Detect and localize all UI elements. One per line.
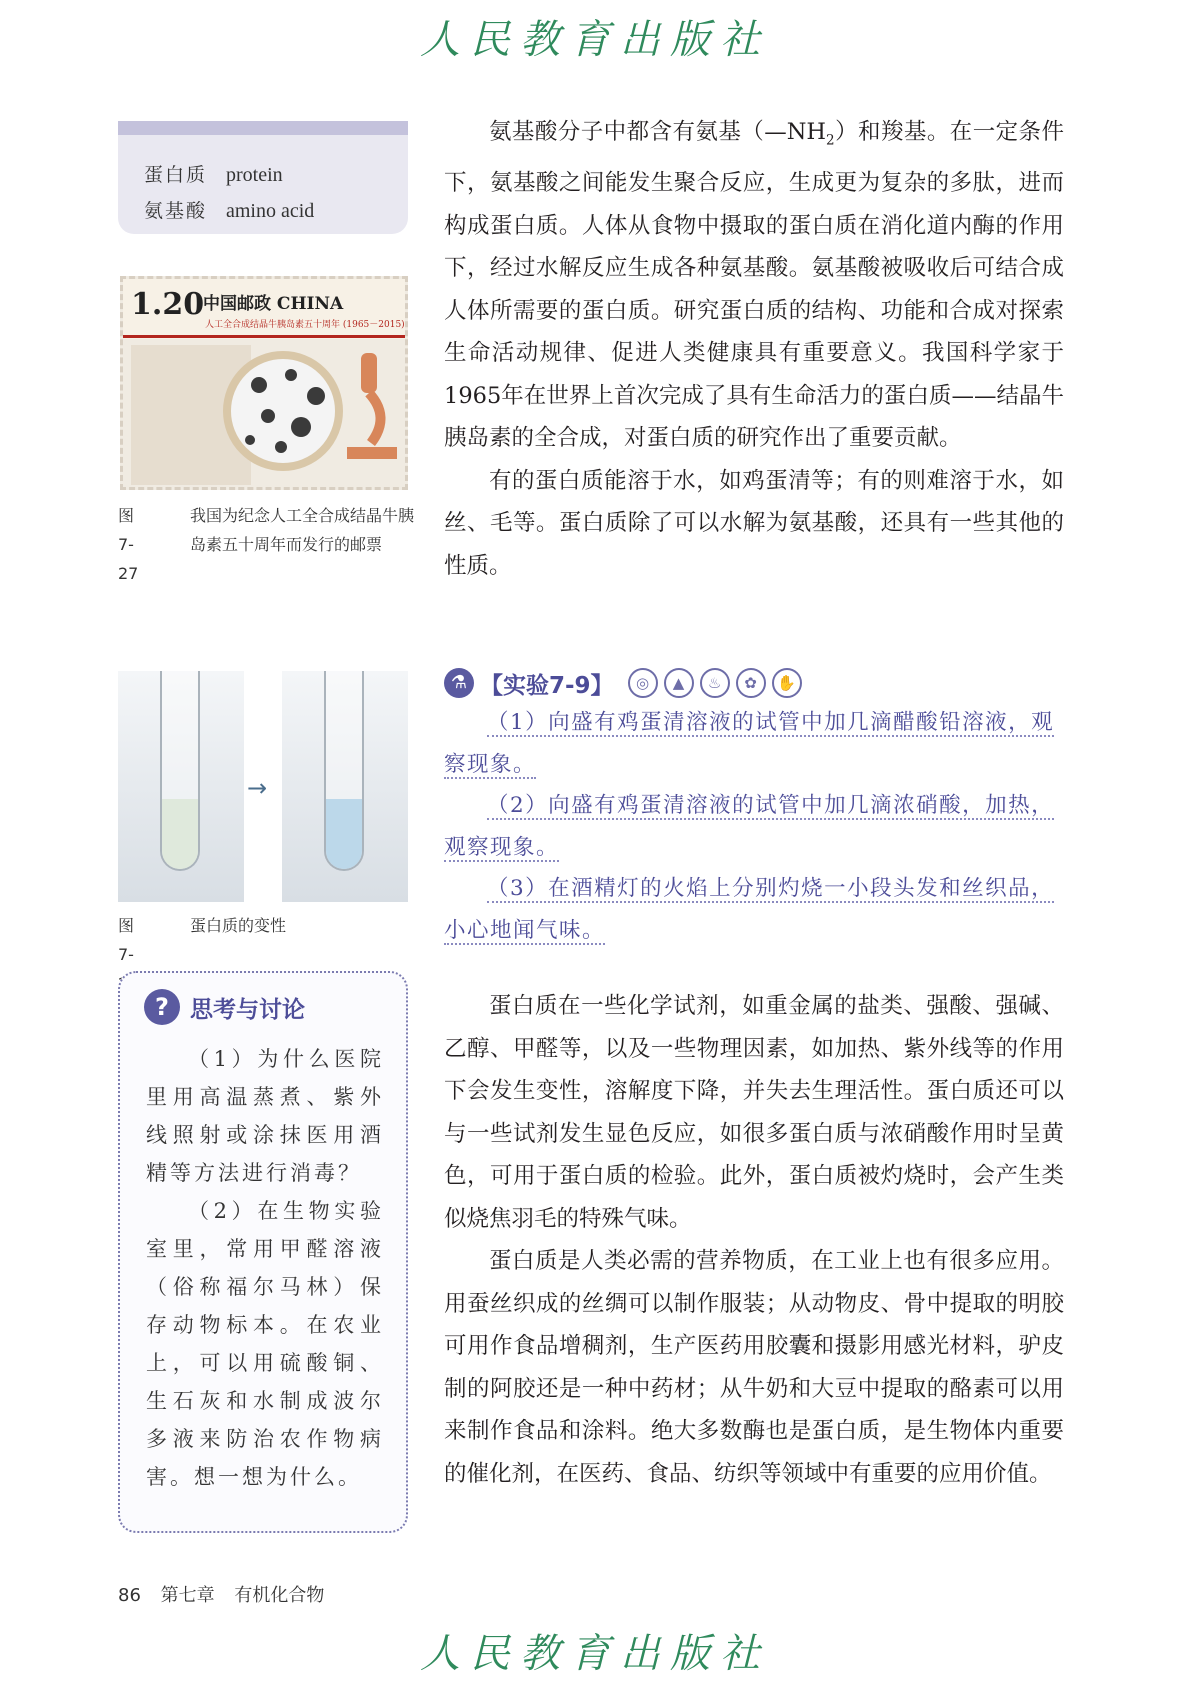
experiment-header — [444, 664, 808, 702]
publisher-logo: 人民教育出版社 — [420, 17, 770, 63]
paragraph-denaturation: 蛋白质在一些化学试剂，如重金属的盐类、强酸、强碱、乙醇、甲醛等，以及一些物理因素，如加热、紫外线等的作用下会发生变性，溶解度下降，并失去生理活性。蛋白质还可以与一些试剂发生显色反应，如很多蛋白质与浓硝酸作用时呈黄色，可用于蛋白质的检验。此外，蛋白质被灼烧时，会产生类似烧焦羽毛的特殊气味。 — [444, 993, 1064, 1232]
think-question: （2）在生物实验室里，常用甲醛溶液（俗称福尔马林）保存动物标本。在农业上，可以用硫酸铜、生石灰和水制成波尔多液来防治农作物病害。想一想为什么。 — [146, 1199, 384, 1489]
figure-caption-text: 蛋白质的变性 — [190, 916, 287, 935]
experiment-title: 【实验7-9】 — [480, 672, 614, 699]
main-text-lower — [444, 985, 1064, 1495]
glossary-term-en: protein — [226, 164, 283, 186]
glossary-term-en: amino acid — [226, 200, 315, 222]
crystal-microscope-view — [223, 351, 343, 471]
figure-caption-text: 我国为纪念人工全合成结晶牛胰岛素五十周年而发行的邮票 — [190, 506, 415, 554]
paragraph-applications: 蛋白质是人类必需的营养物质，在工业上也有很多应用。用蚕丝织成的丝绸可以制作服装；从动物皮、骨中提取的明胶可用作食品增稠剂，生产医药用胶囊和摄影用感光材料，驴皮制的阿胶还是一种中药材；从牛奶和大豆中提取的酪素可以用来制作食品和涂料。绝大多数酶也是蛋白质，是生物体内重要的催化剂，在医药、食品、纺织等领域中有重要的应用价值。 — [444, 1248, 1064, 1487]
heat-icon: ♨ — [700, 668, 730, 698]
paragraph-amino-acids: 氨基酸分子中都含有氨基$(—NH_2)$和羧基。在一定条件下，氨基酸之间能发生聚合反应，生成更为复杂的多肽，进而构成蛋白质。人体从食物中摄取的蛋白质在消化道内酶的作用下，经过水解反应生成各种氨基酸。氨基酸被吸收后可结合成人体所需要的蛋白质。研究蛋白质的结构、功能和合成对探索生命活动规律、促进人类健康具有重要意义。我国科学家于1965年在世界上首次完成了具有生命活力的蛋白质——结晶牛胰岛素的全合成，对蛋白质的研究作出了重要贡献。 — [444, 119, 1064, 451]
glossary-term-zh: 氨基酸 — [144, 200, 208, 222]
glossary-box — [118, 121, 408, 234]
microscope-icon — [341, 347, 401, 467]
glossary-term-zh: 蛋白质 — [144, 164, 208, 186]
hand-wash-icon: ✋ — [772, 668, 802, 698]
flask-icon: ⚗ — [444, 668, 474, 698]
main-text-upper — [444, 111, 1064, 587]
stamp-denomination: 1.20 — [131, 287, 205, 322]
test-tube-after — [282, 671, 408, 902]
glossary-entry — [144, 157, 408, 193]
stamp-divider — [123, 335, 405, 338]
arrow-icon: → — [247, 774, 268, 802]
chapter-title: 有机化合物 — [234, 1585, 325, 1606]
think-and-discuss-box — [118, 971, 408, 1533]
safety-icons — [628, 668, 808, 698]
chapter-label: 第七章 — [160, 1585, 215, 1606]
protein-denaturation-figure — [118, 671, 408, 902]
ventilation-icon: ✿ — [736, 668, 766, 698]
glossary-entry — [144, 193, 408, 229]
stamp-subtitle: 人工全合成结晶牛胰岛素五十周年 (1965－2015) — [205, 320, 405, 330]
paragraph-solubility: 有的蛋白质能溶于水，如鸡蛋清等；有的则难溶于水，如丝、毛等。蛋白质除了可以水解为氨基酸，还具有一些其他的性质。 — [444, 467, 1064, 579]
figure-number: 图7- — [118, 916, 135, 964]
think-header — [144, 987, 305, 1027]
page-number: 86 — [118, 1585, 141, 1606]
goggles-icon: ◎ — [628, 668, 658, 698]
think-questions — [146, 1040, 384, 1496]
insulin-stamp-image — [120, 276, 408, 490]
flame-icon: ▲ — [664, 668, 694, 698]
experiment-step: （1）向盛有鸡蛋清溶液的试管中加几滴醋酸铅溶液，观察现象。 — [444, 710, 1055, 777]
experiment-step: （2）向盛有鸡蛋清溶液的试管中加几滴浓硝酸，加热，观察现象。 — [444, 793, 1055, 860]
experiment-steps — [444, 702, 1064, 951]
think-title: 思考与讨论 — [190, 996, 305, 1023]
test-tube-before — [118, 671, 244, 902]
figure-number: 图7-27 — [118, 506, 139, 583]
question-icon: ? — [144, 989, 180, 1025]
publisher-logo: 人民教育出版社 — [420, 1631, 770, 1677]
stamp-country: 中国邮政 CHINA — [203, 294, 344, 314]
think-question: （1）为什么医院里用高温蒸煮、紫外线照射或涂抹医用酒精等方法进行消毒？ — [146, 1047, 384, 1185]
experiment-step: （3）在酒精灯的火焰上分别灼烧一小段头发和丝织品，小心地闻气味。 — [444, 876, 1055, 943]
page-footer — [118, 1581, 338, 1607]
